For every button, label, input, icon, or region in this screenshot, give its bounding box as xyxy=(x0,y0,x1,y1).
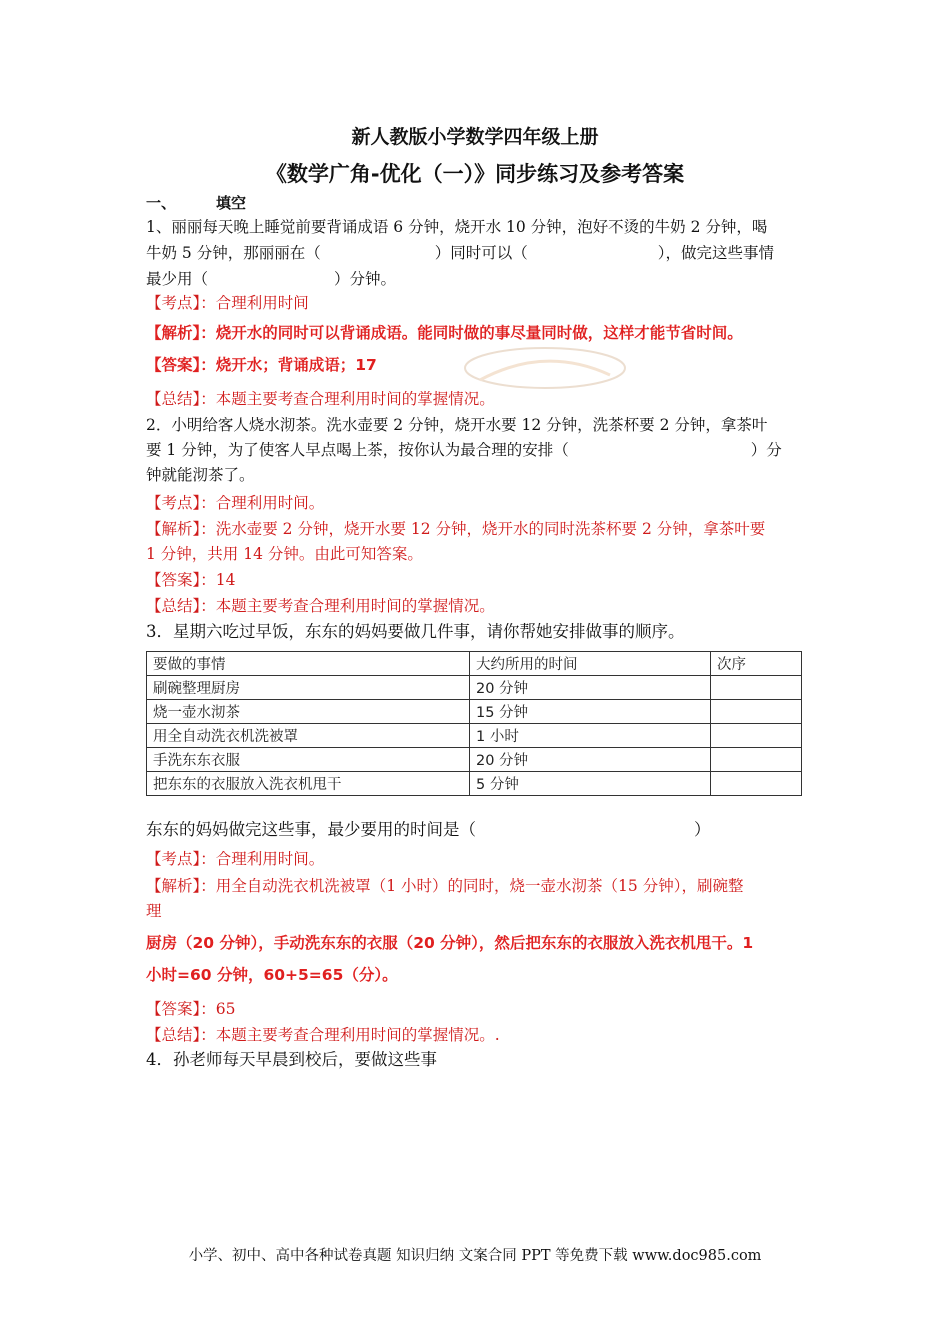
table-cell: 把东东的衣服放入洗衣机甩干 xyxy=(147,772,470,796)
q3-summary: 【总结】：本题主要考查合理利用时间的掌握情况。. xyxy=(146,1026,500,1044)
q3-question: 东东的妈妈做完这些事，最少要用的时间是（ ） xyxy=(146,820,711,839)
table-cell: 刷碗整理厨房 xyxy=(147,676,470,700)
table-cell: 20 分钟 xyxy=(470,676,711,700)
q2-line3: 钟就能沏茶了。 xyxy=(146,466,255,484)
table-row xyxy=(147,748,802,772)
q1-summary: 【总结】：本题主要考查合理利用时间的掌握情况。 xyxy=(146,390,495,408)
q3-answer: 【答案】：65 xyxy=(146,1000,236,1018)
table-cell xyxy=(711,700,802,724)
q3-line1: 3．星期六吃过早饭，东东的妈妈要做几件事，请你帮她安排做事的顺序。 xyxy=(146,622,685,641)
page-title: 新人教版小学数学四年级上册 xyxy=(351,126,599,148)
q1-answer: 【答案】：烧开水；背诵成语；17 xyxy=(146,356,377,374)
q4-line1: 4．孙老师每天早晨到校后，要做这些事 xyxy=(146,1050,437,1069)
section-heading xyxy=(146,192,246,213)
section-number: 一、 xyxy=(146,194,177,212)
q1-line2: 牛奶 5 分钟，那丽丽在（ ）同时可以（ ），做完这些事情 xyxy=(146,244,774,262)
table-row xyxy=(147,772,802,796)
table-cell: 烧一壶水沏茶 xyxy=(147,700,470,724)
table-header-cell: 要做的事情 xyxy=(147,652,470,676)
tasks-table xyxy=(146,651,802,796)
q3-jiexi-1: 【解析】：用全自动洗衣机洗被罩（1 小时）的同时，烧一壶水沏茶（15 分钟），刷碗整 xyxy=(146,877,744,895)
q2-kaodian: 【考点】：合理利用时间。 xyxy=(146,494,325,512)
q2-answer: 【答案】：14 xyxy=(146,571,236,589)
q3-jiexi-2: 理 xyxy=(146,902,162,920)
q1-kaodian: 【考点】：合理利用时间 xyxy=(146,294,309,312)
q2-line1: 2．小明给客人烧水沏茶。洗水壶要 2 分钟，烧开水要 12 分钟，洗茶杯要 2 分钟，拿茶叶 xyxy=(146,416,768,434)
table-cell xyxy=(711,772,802,796)
table-cell xyxy=(711,676,802,700)
table-cell: 手洗东东衣服 xyxy=(147,748,470,772)
table-cell xyxy=(711,748,802,772)
table-row xyxy=(147,724,802,748)
section-name: 填空 xyxy=(216,194,247,212)
q2-summary: 【总结】：本题主要考查合理利用时间的掌握情况。 xyxy=(146,597,495,615)
table-header-row xyxy=(147,652,802,676)
q3-jiexi-4: 小时=60 分钟，60+5=65（分）。 xyxy=(146,966,398,984)
table-cell: 15 分钟 xyxy=(470,700,711,724)
table-header-cell: 次序 xyxy=(711,652,802,676)
table-header-cell: 大约所用的时间 xyxy=(470,652,711,676)
q3-kaodian: 【考点】：合理利用时间。 xyxy=(146,850,325,868)
q3-jiexi-3: 厨房（20 分钟），手动洗东东的衣服（20 分钟），然后把东东的衣服放入洗衣机甩干。1 xyxy=(146,934,754,952)
table-cell: 用全自动洗衣机洗被罩 xyxy=(147,724,470,748)
table-cell: 5 分钟 xyxy=(470,772,711,796)
table-cell xyxy=(711,724,802,748)
footer-text: 小学、初中、高中各种试卷真题 知识归纳 文案合同 PPT 等免费下载 www.doc985.com xyxy=(188,1248,762,1264)
q1-jiexi: 【解析】：烧开水的同时可以背诵成语。能同时做的事尽量同时做，这样才能节省时间。 xyxy=(146,324,743,342)
table-cell: 1 小时 xyxy=(470,724,711,748)
page-subtitle: 《数学广角-优化（一）》同步练习及参考答案 xyxy=(265,162,685,186)
q1-line3: 最少用（ ）分钟。 xyxy=(146,270,397,288)
q2-jiexi-1: 【解析】：洗水壶要 2 分钟，烧开水要 12 分钟，烧开水的同时洗茶杯要 2 分钟，拿茶叶要 xyxy=(146,520,766,538)
table-row xyxy=(147,676,802,700)
q1-line1: 1、丽丽每天晚上睡觉前要背诵成语 6 分钟，烧开水 10 分钟，泡好不烫的牛奶 2 分钟，喝 xyxy=(146,218,768,236)
table-cell: 20 分钟 xyxy=(470,748,711,772)
table-row xyxy=(147,700,802,724)
q2-jiexi-2: 1 分钟，共用 14 分钟。由此可知答案。 xyxy=(146,545,423,563)
q2-line2: 要 1 分钟，为了使客人早点喝上茶，按你认为最合理的安排（ ）分 xyxy=(146,441,782,459)
